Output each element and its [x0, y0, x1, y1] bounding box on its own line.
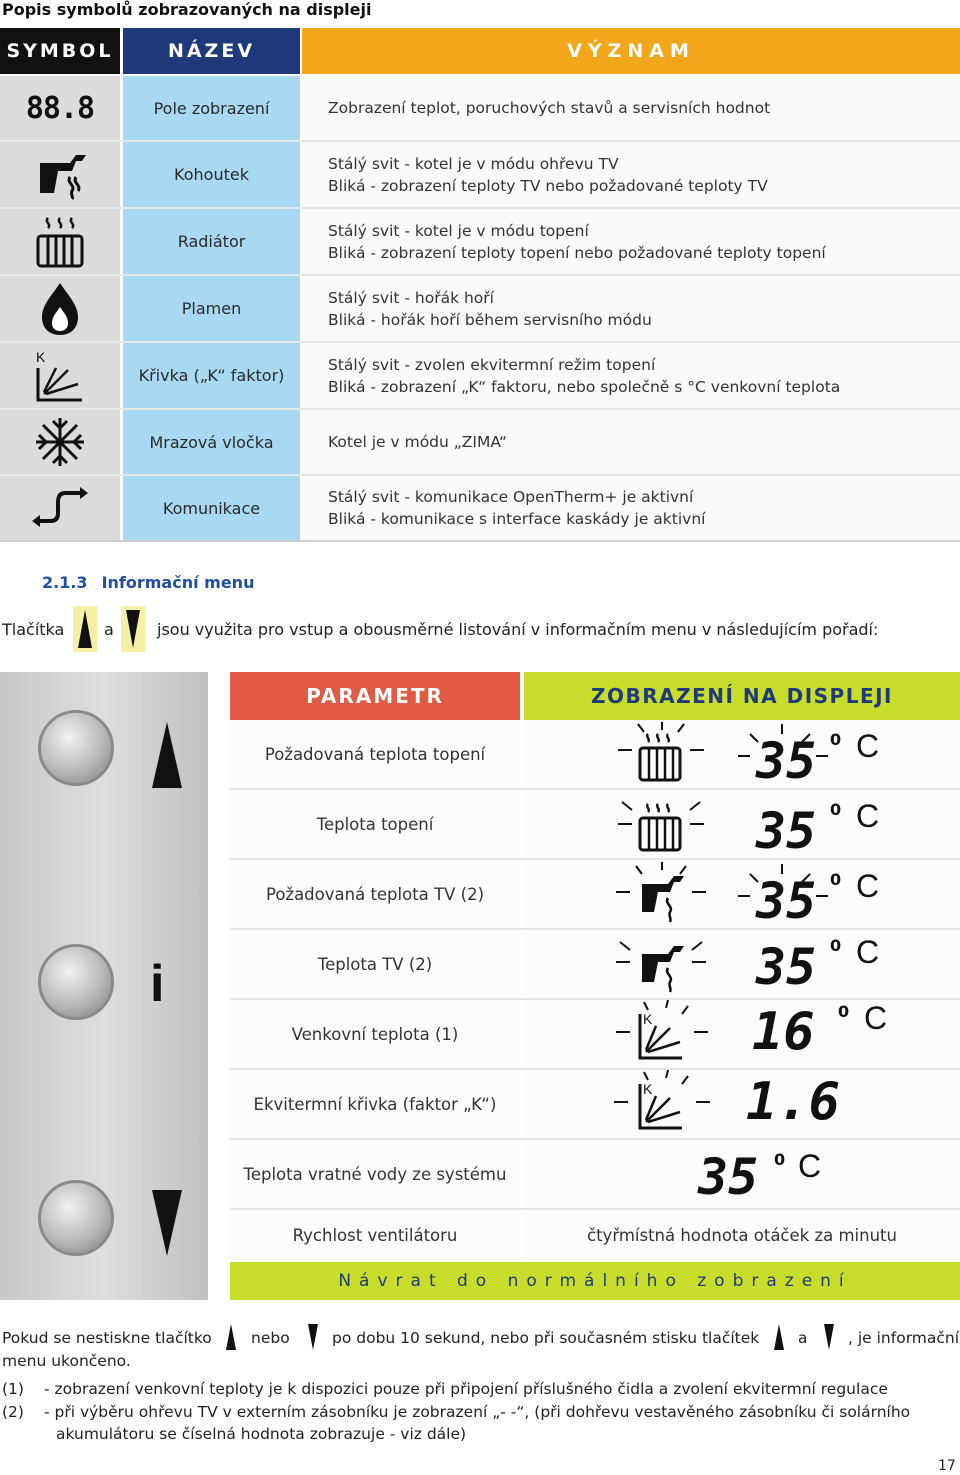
table-row: [0, 276, 960, 341]
param-name: Rychlost ventilátoru: [230, 1210, 520, 1260]
note-text: akumulátoru se číselná hodnota zobrazuje - viz dále): [56, 1425, 467, 1443]
note-number: (2): [2, 1403, 24, 1421]
row-name: Kohoutek: [123, 142, 300, 207]
display-value: 35: [756, 732, 817, 790]
row-name: Mrazová vločka: [123, 410, 300, 474]
note-text: - zobrazení venkovní teploty je k dispozici pouze při připojení příslušného čidla a zvolení ekvitermní regulace: [44, 1380, 888, 1398]
k-curve-icon: [0, 343, 120, 408]
info-knob-button[interactable]: [38, 944, 114, 1020]
down-button[interactable]: [820, 1322, 838, 1352]
digit-display-icon: 88.8: [0, 76, 120, 140]
table-row: [0, 142, 960, 207]
display-value: 1.6: [746, 1072, 840, 1132]
footer-text: a: [798, 1329, 808, 1347]
row-desc: Zobrazení teplot, poruchových stavů a servisních hodnot: [302, 76, 960, 140]
footer-text: po dobu 10 sekund, nebo při současném stisku tlačítek: [332, 1329, 760, 1347]
param-name: Teplota vratné vody ze systému: [230, 1140, 520, 1208]
unit-c: C: [798, 1148, 822, 1184]
communication-arrow-icon: [0, 476, 120, 540]
footer-text: , je informační: [848, 1329, 960, 1347]
param-display: [524, 1000, 960, 1068]
display-value: 35: [698, 1148, 759, 1206]
svg-text:K: K: [643, 1081, 653, 1097]
header-parametr: PARAMETR: [230, 672, 520, 720]
display-value: 35: [756, 938, 817, 996]
header-zobrazeni: ZOBRAZENÍ NA DISPLEJI: [524, 672, 960, 720]
table-row: [0, 209, 960, 274]
row-name: Komunikace: [123, 476, 300, 540]
row-name: Křivka („K“ faktor): [123, 343, 300, 408]
svg-text:K: K: [643, 1011, 653, 1027]
radiator-icon: [610, 720, 710, 788]
display-value: 35: [756, 872, 817, 930]
param-name: Teplota TV (2): [230, 930, 520, 998]
radiator-icon: [610, 790, 710, 858]
down-arrow-icon: [150, 1188, 184, 1258]
footer-text: menu ukončeno.: [2, 1352, 131, 1370]
tap-icon: [610, 930, 710, 998]
degree-mark: 0: [838, 1002, 850, 1021]
table-row: [0, 476, 960, 540]
svg-text:K: K: [36, 348, 46, 365]
param-name: Teplota topení: [230, 790, 520, 858]
row-name: Pole zobrazení: [123, 76, 300, 140]
param-display: [524, 930, 960, 998]
intro-word1: Tlačítka: [2, 620, 65, 639]
degree-mark: 0: [774, 1150, 786, 1169]
down-button[interactable]: [304, 1322, 322, 1352]
tap-icon: [0, 142, 120, 207]
table-row: [0, 410, 960, 474]
info-i-icon: i: [150, 955, 165, 1013]
table-row: [0, 76, 960, 140]
row-desc: Stálý svit - kotel je v módu topení Bliká - zobrazení teploty topení nebo požadované teploty topení: [302, 209, 960, 274]
unit-c: C: [864, 1000, 888, 1036]
control-panel: [0, 672, 208, 1300]
k-curve-icon: [610, 1000, 710, 1068]
page-title: Popis symbolů zobrazovaných na displeji: [2, 0, 372, 19]
header-vyznam: VÝZNAM: [302, 28, 960, 74]
param-name: Ekvitermní křivka (faktor „K“): [230, 1070, 520, 1138]
up-button[interactable]: [770, 1322, 788, 1352]
header-nazev: NÁZEV: [123, 28, 300, 74]
up-button[interactable]: [73, 606, 97, 652]
param-name: Venkovní teplota (1): [230, 1000, 520, 1068]
flame-icon: [0, 276, 120, 341]
footer-text: Pokud se nestiskne tlačítko: [2, 1329, 212, 1347]
param-display: [524, 790, 960, 858]
down-knob-button[interactable]: [38, 1180, 114, 1256]
up-knob-button[interactable]: [38, 710, 114, 786]
param-display-text: čtyřmístná hodnota otáček za minutu: [524, 1210, 960, 1260]
param-name: Požadovaná teplota TV (2): [230, 860, 520, 928]
section-heading: [42, 573, 268, 592]
up-button[interactable]: [222, 1322, 240, 1352]
note-number: (1): [2, 1380, 24, 1398]
row-desc: Stálý svit - zvolen ekvitermní režim topení Bliká - zobrazení „K“ faktoru, nebo společně s °C venkovní teplota: [302, 343, 960, 408]
header-symbol: SYMBOL: [0, 28, 120, 74]
degree-mark: 0: [830, 870, 842, 889]
return-to-normal-bar: Návrat do normálního zobrazení: [230, 1262, 960, 1300]
intro-word2: a: [104, 620, 114, 639]
footer-text: nebo: [251, 1329, 290, 1347]
section-number: 2.1.3: [42, 573, 88, 592]
display-value: 35: [756, 802, 817, 860]
k-curve-icon: [610, 1070, 710, 1138]
tap-icon: [610, 860, 710, 928]
intro-text: jsou využita pro vstup a obousměrné listování v informačním menu v následujícím pořadí:: [157, 620, 879, 639]
param-name: Požadovaná teplota topení: [230, 720, 520, 788]
display-value: 16: [752, 1002, 815, 1062]
note-text: - při výběru ohřevu TV v externím zásobníku je zobrazení „- -“, (při dohřevu vestavěného zásobníku či solárního: [44, 1403, 911, 1421]
row-desc: Stálý svit - hořák hoří Bliká - hořák hoří během servisního módu: [302, 276, 960, 341]
unit-c: C: [856, 728, 880, 764]
row-desc: Kotel je v módu „ZIMA“: [302, 410, 960, 474]
section-title: Informační menu: [101, 573, 255, 592]
up-arrow-icon: [150, 720, 184, 790]
degree-mark: 0: [830, 730, 842, 749]
page-number: 17: [938, 1458, 956, 1474]
radiator-icon: [0, 209, 120, 274]
unit-c: C: [856, 934, 880, 970]
unit-c: C: [856, 798, 880, 834]
down-button[interactable]: [121, 606, 145, 652]
unit-c: C: [856, 868, 880, 904]
snowflake-icon: [0, 410, 120, 474]
row-name: Plamen: [123, 276, 300, 341]
row-desc: Stálý svit - komunikace OpenTherm+ je aktivní Bliká - komunikace s interface kaskády je aktivní: [302, 476, 960, 540]
degree-mark: 0: [830, 800, 842, 819]
row-name: Radiátor: [123, 209, 300, 274]
table-row: [0, 343, 960, 408]
degree-mark: 0: [830, 936, 842, 955]
row-desc: Stálý svit - kotel je v módu ohřevu TV Bliká - zobrazení teploty TV nebo požadované teploty TV: [302, 142, 960, 207]
param-display: [524, 1070, 960, 1138]
